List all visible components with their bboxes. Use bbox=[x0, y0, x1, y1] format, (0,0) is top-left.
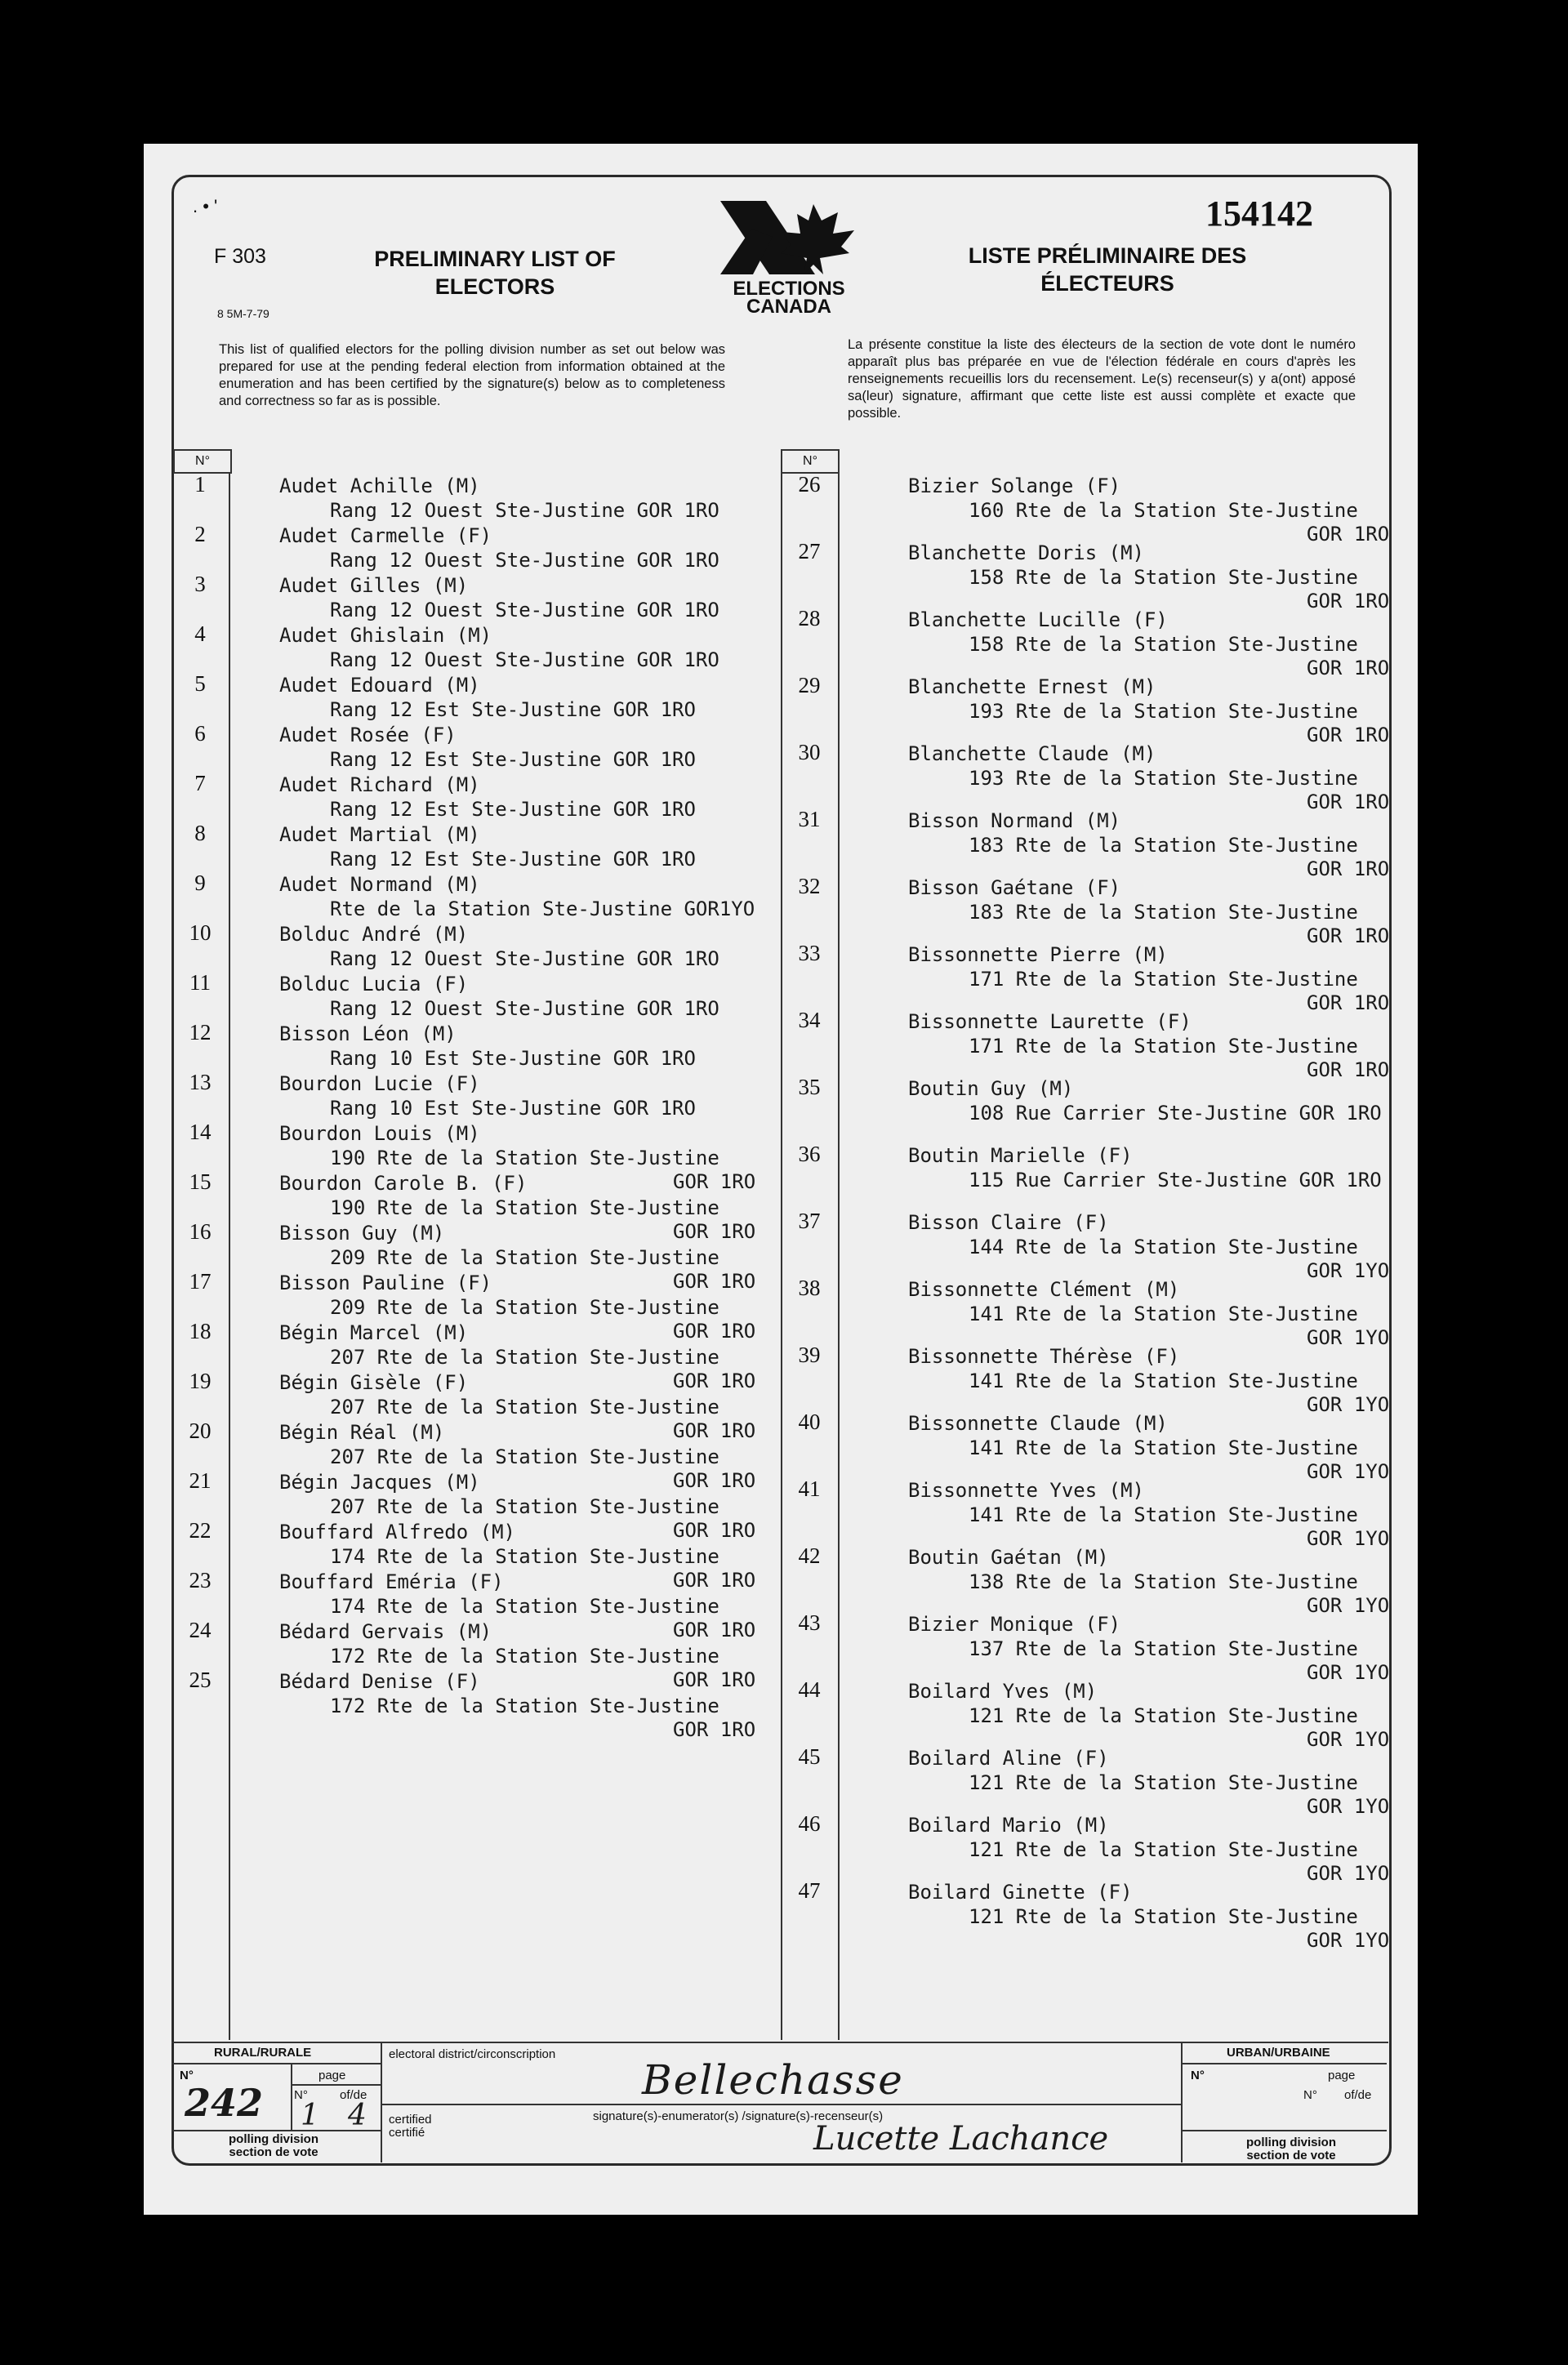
entry-number: 8 bbox=[194, 821, 206, 845]
entry-number: 45 bbox=[798, 1744, 821, 1769]
elector-address: 207 Rte de la Station Ste-Justine bbox=[330, 1396, 719, 1419]
elector-address: 174 Rte de la Station Ste-Justine bbox=[330, 1595, 719, 1618]
entry-number: 2 bbox=[194, 522, 206, 546]
elector-address: Rang 12 Est Ste-Justine GOR 1RO bbox=[330, 848, 696, 871]
elector-name: Bizier Solange (F) bbox=[908, 474, 1121, 497]
entry-number: 4 bbox=[194, 621, 206, 646]
entry-number: 17 bbox=[189, 1269, 212, 1294]
elector-name: Bégin Gisèle (F) bbox=[279, 1371, 469, 1394]
logo-text-elections: ELECTIONS bbox=[733, 278, 845, 300]
entry-number: 10 bbox=[189, 920, 212, 945]
elector-name: Bissonnette Clément (M) bbox=[908, 1278, 1180, 1301]
entry-number: 12 bbox=[189, 1020, 212, 1044]
entry-number: 15 bbox=[189, 1169, 212, 1194]
form-number: F 303 bbox=[214, 245, 266, 268]
elector-address: 193 Rte de la Station Ste-Justine bbox=[969, 767, 1358, 790]
footer-divider bbox=[382, 2104, 1181, 2105]
maple-leaf-x-icon bbox=[715, 196, 862, 278]
footer-divider bbox=[172, 2063, 381, 2064]
rural-of-label: of/de bbox=[340, 2088, 368, 2102]
elector-name: Bisson Léon (M) bbox=[279, 1022, 457, 1045]
elector-postal-code: GOR 1RO bbox=[673, 1320, 756, 1343]
print-code: 8 5M-7-79 bbox=[217, 307, 270, 320]
entry-number: 41 bbox=[798, 1476, 821, 1501]
elector-name: Bourdon Carole B. (F) bbox=[279, 1172, 528, 1195]
elector-postal-code: GOR 1RO bbox=[673, 1270, 756, 1293]
elector-address: 141 Rte de la Station Ste-Justine bbox=[969, 1503, 1358, 1526]
elector-address: 174 Rte de la Station Ste-Justine bbox=[330, 1545, 719, 1568]
title-english: PRELIMINARY LIST OF ELECTORS bbox=[374, 247, 616, 299]
elector-name: Audet Gilles (M) bbox=[279, 574, 469, 597]
elector-address: 171 Rte de la Station Ste-Justine bbox=[969, 968, 1358, 991]
elector-postal-code: GOR 1RO bbox=[673, 1419, 756, 1442]
elector-address: Rang 12 Ouest Ste-Justine GOR 1RO bbox=[330, 997, 719, 1020]
entry-number: 6 bbox=[194, 721, 206, 746]
entry-number: 14 bbox=[189, 1120, 212, 1144]
elector-postal-code: GOR 1YO bbox=[1307, 1929, 1390, 1952]
elector-address: 209 Rte de la Station Ste-Justine bbox=[330, 1296, 719, 1319]
elector-address: 183 Rte de la Station Ste-Justine bbox=[969, 901, 1358, 924]
elector-postal-code: GOR 1RO bbox=[1307, 657, 1390, 679]
elector-address: Rang 12 Ouest Ste-Justine GOR 1RO bbox=[330, 599, 719, 621]
elector-address: 108 Rue Carrier Ste-Justine GOR 1RO bbox=[969, 1102, 1382, 1125]
elector-name: Bégin Réal (M) bbox=[279, 1421, 445, 1444]
elector-name: Blanchette Doris (M) bbox=[908, 541, 1144, 564]
elector-address: Rang 12 Est Ste-Justine GOR 1RO bbox=[330, 698, 696, 721]
electoral-district-name: Bellechasse bbox=[642, 2056, 904, 2104]
elector-address: Rang 10 Est Ste-Justine GOR 1RO bbox=[330, 1047, 696, 1070]
elector-address: 121 Rte de la Station Ste-Justine bbox=[969, 1771, 1358, 1794]
elector-address: Rang 12 Ouest Ste-Justine GOR 1RO bbox=[330, 648, 719, 671]
entry-number: 39 bbox=[798, 1343, 821, 1367]
elector-name: Blanchette Claude (M) bbox=[908, 742, 1156, 765]
elector-name: Bisson Gaétane (F) bbox=[908, 876, 1121, 899]
elector-postal-code: GOR 1RO bbox=[673, 1519, 756, 1542]
entry-number: 42 bbox=[798, 1543, 821, 1568]
entry-number: 16 bbox=[189, 1219, 212, 1244]
elector-address: Rte de la Station Ste-Justine GOR1YO bbox=[330, 897, 755, 920]
column-divider bbox=[838, 474, 840, 2040]
entry-number: 25 bbox=[189, 1668, 212, 1692]
elector-name: Audet Richard (M) bbox=[279, 773, 480, 796]
elector-address: 207 Rte de la Station Ste-Justine bbox=[330, 1346, 719, 1369]
elector-address: 190 Rte de la Station Ste-Justine bbox=[330, 1196, 719, 1219]
elector-name: Bissonnette Thérèse (F) bbox=[908, 1345, 1180, 1368]
elector-name: Audet Achille (M) bbox=[279, 474, 480, 497]
elector-address: Rang 10 Est Ste-Justine GOR 1RO bbox=[330, 1097, 696, 1120]
elector-name: Boilard Mario (M) bbox=[908, 1814, 1109, 1837]
entry-number: 9 bbox=[194, 871, 206, 895]
elector-address: 171 Rte de la Station Ste-Justine bbox=[969, 1035, 1358, 1058]
elector-address: 144 Rte de la Station Ste-Justine bbox=[969, 1236, 1358, 1258]
elector-name: Audet Carmelle (F) bbox=[279, 524, 492, 547]
elector-postal-code: GOR 1RO bbox=[1307, 590, 1390, 612]
elector-address: 141 Rte de la Station Ste-Justine bbox=[969, 1436, 1358, 1459]
entry-number: 46 bbox=[798, 1811, 821, 1836]
elector-name: Bourdon Louis (M) bbox=[279, 1122, 480, 1145]
elector-name: Bégin Marcel (M) bbox=[279, 1321, 469, 1344]
elector-address: 190 Rte de la Station Ste-Justine bbox=[330, 1147, 719, 1169]
elector-address: 121 Rte de la Station Ste-Justine bbox=[969, 1905, 1358, 1928]
urban-no-page-label: N° bbox=[1303, 2088, 1317, 2102]
entry-number: 20 bbox=[189, 1419, 212, 1443]
entry-number: 21 bbox=[189, 1468, 212, 1493]
serial-number: 154142 bbox=[1205, 194, 1313, 234]
elector-postal-code: GOR 1RO bbox=[1307, 724, 1390, 746]
elector-address: 207 Rte de la Station Ste-Justine bbox=[330, 1495, 719, 1518]
elector-postal-code: GOR 1RO bbox=[1307, 857, 1390, 880]
elector-name: Audet Normand (M) bbox=[279, 873, 480, 896]
elector-name: Bouffard Eméria (F) bbox=[279, 1570, 504, 1593]
document-page bbox=[144, 144, 1418, 2215]
urban-of-label: of/de bbox=[1344, 2088, 1372, 2102]
entry-number: 3 bbox=[194, 572, 206, 596]
elector-address: 141 Rte de la Station Ste-Justine bbox=[969, 1303, 1358, 1325]
entry-number: 31 bbox=[798, 807, 821, 831]
entry-number: 19 bbox=[189, 1369, 212, 1393]
footer-divider bbox=[291, 2084, 381, 2086]
elector-postal-code: GOR 1YO bbox=[1307, 1594, 1390, 1617]
electoral-district-label: electoral district/circonscription bbox=[389, 2047, 556, 2061]
elector-postal-code: GOR 1YO bbox=[1307, 1527, 1390, 1550]
column-divider bbox=[229, 474, 230, 2040]
footer-divider bbox=[1181, 2043, 1183, 2162]
elector-address: 158 Rte de la Station Ste-Justine bbox=[969, 566, 1358, 589]
entry-number: 28 bbox=[798, 606, 821, 630]
elector-address: 172 Rte de la Station Ste-Justine bbox=[330, 1695, 719, 1717]
elector-name: Bisson Claire (F) bbox=[908, 1211, 1109, 1234]
elector-name: Bisson Guy (M) bbox=[279, 1222, 445, 1245]
entry-number: 5 bbox=[194, 671, 206, 696]
elector-name: Bizier Monique (F) bbox=[908, 1613, 1121, 1636]
elector-postal-code: GOR 1YO bbox=[1307, 1326, 1390, 1349]
elector-address: 121 Rte de la Station Ste-Justine bbox=[969, 1704, 1358, 1727]
column-header-no-left: N° bbox=[173, 449, 232, 474]
elector-name: Audet Martial (M) bbox=[279, 823, 480, 846]
elector-postal-code: GOR 1RO bbox=[673, 1619, 756, 1641]
elector-postal-code: GOR 1YO bbox=[1307, 1259, 1390, 1282]
elector-address: 115 Rue Carrier Ste-Justine GOR 1RO bbox=[969, 1169, 1382, 1191]
entry-number: 32 bbox=[798, 874, 821, 898]
elector-postal-code: GOR 1RO bbox=[673, 1170, 756, 1193]
elector-postal-code: GOR 1RO bbox=[1307, 924, 1390, 947]
elector-postal-code: GOR 1YO bbox=[1307, 1661, 1390, 1684]
rural-no-page-label: N° bbox=[294, 2088, 308, 2102]
elector-address: Rang 12 Est Ste-Justine GOR 1RO bbox=[330, 798, 696, 821]
entry-number: 23 bbox=[189, 1568, 212, 1592]
elector-postal-code: GOR 1YO bbox=[1307, 1393, 1390, 1416]
entry-number: 38 bbox=[798, 1276, 821, 1300]
elector-address: 158 Rte de la Station Ste-Justine bbox=[969, 633, 1358, 656]
urban-no-label: N° bbox=[1191, 2069, 1205, 2082]
entry-number: 24 bbox=[189, 1618, 212, 1642]
elector-postal-code: GOR 1YO bbox=[1307, 1728, 1390, 1751]
footer-divider bbox=[381, 2043, 382, 2162]
urban-polling-division-label: polling division section de vote bbox=[1246, 2136, 1336, 2162]
entry-number: 18 bbox=[189, 1319, 212, 1343]
entry-number: 34 bbox=[798, 1008, 821, 1032]
rural-polling-division-label: polling division section de vote bbox=[229, 2132, 318, 2159]
elector-address: Rang 12 Ouest Ste-Justine GOR 1RO bbox=[330, 947, 719, 970]
rural-label: RURAL/RURALE bbox=[214, 2046, 312, 2060]
footer-rule bbox=[172, 2042, 1388, 2043]
elector-postal-code: GOR 1RO bbox=[673, 1668, 756, 1691]
signature-label: signature(s)-enumerator(s) /signature(s)-recenseur(s) bbox=[593, 2109, 884, 2123]
elector-address: Rang 12 Ouest Ste-Justine GOR 1RO bbox=[330, 499, 719, 522]
elector-name: Bolduc André (M) bbox=[279, 923, 469, 946]
elections-canada-logo bbox=[715, 196, 862, 318]
elector-postal-code: GOR 1RO bbox=[1307, 791, 1390, 813]
elector-name: Audet Rosée (F) bbox=[279, 724, 457, 746]
entry-number: 33 bbox=[798, 941, 821, 965]
elector-name: Boilard Ginette (F) bbox=[908, 1881, 1133, 1904]
urban-label: URBAN/URBAINE bbox=[1227, 2046, 1330, 2060]
entry-number: 43 bbox=[798, 1610, 821, 1635]
elector-address: 138 Rte de la Station Ste-Justine bbox=[969, 1570, 1358, 1593]
elector-name: Blanchette Ernest (M) bbox=[908, 675, 1156, 698]
entry-number: 37 bbox=[798, 1209, 821, 1233]
entry-number: 35 bbox=[798, 1075, 821, 1099]
title-french: LISTE PRÉLIMINAIRE DES ÉLECTEURS bbox=[968, 243, 1247, 296]
page-total: 4 bbox=[348, 2099, 367, 2132]
elector-name: Boutin Marielle (F) bbox=[908, 1144, 1133, 1167]
elector-postal-code: GOR 1RO bbox=[673, 1718, 756, 1741]
entry-number: 40 bbox=[798, 1410, 821, 1434]
entry-number: 26 bbox=[798, 472, 821, 497]
stray-mark: . • ' bbox=[193, 196, 218, 216]
note-english: This list of qualified electors for the polling division number as set out below was prepared for use at the pending federal election from information obtained at the enumeration and has been certified by the signature(s) below as to completeness and correctness so far as is possible. bbox=[219, 342, 725, 408]
elector-postal-code: GOR 1RO bbox=[1307, 991, 1390, 1014]
elector-address: 137 Rte de la Station Ste-Justine bbox=[969, 1637, 1358, 1660]
elector-name: Boutin Guy (M) bbox=[908, 1077, 1074, 1100]
entry-number: 29 bbox=[798, 673, 821, 697]
footer-divider bbox=[291, 2064, 292, 2130]
elector-name: Bédard Denise (F) bbox=[279, 1670, 480, 1693]
entry-number: 7 bbox=[194, 771, 206, 795]
elector-name: Bissonnette Claude (M) bbox=[908, 1412, 1168, 1435]
elector-address: 160 Rte de la Station Ste-Justine bbox=[969, 499, 1358, 522]
entry-number: 22 bbox=[189, 1518, 212, 1543]
elector-name: Bisson Pauline (F) bbox=[279, 1272, 492, 1294]
enumerator-signature: Lucette Lachance bbox=[813, 2120, 1109, 2158]
elector-address: 207 Rte de la Station Ste-Justine bbox=[330, 1445, 719, 1468]
elector-name: Bouffard Alfredo (M) bbox=[279, 1521, 515, 1543]
entry-number: 27 bbox=[798, 539, 821, 563]
elector-name: Audet Edouard (M) bbox=[279, 674, 480, 697]
certified-label: certified certifié bbox=[389, 2113, 432, 2140]
entry-number: 44 bbox=[798, 1677, 821, 1702]
elector-postal-code: GOR 1RO bbox=[673, 1370, 756, 1392]
elector-name: Bourdon Lucie (F) bbox=[279, 1072, 480, 1095]
elector-name: Bédard Gervais (M) bbox=[279, 1620, 492, 1643]
elector-name: Boutin Gaétan (M) bbox=[908, 1546, 1109, 1569]
entry-number: 1 bbox=[194, 472, 206, 497]
elector-name: Bisson Normand (M) bbox=[908, 809, 1121, 832]
column-divider bbox=[781, 474, 782, 2040]
elector-name: Boilard Aline (F) bbox=[908, 1747, 1109, 1770]
elector-name: Audet Ghislain (M) bbox=[279, 624, 492, 647]
elector-postal-code: GOR 1RO bbox=[1307, 1058, 1390, 1081]
elector-postal-code: GOR 1RO bbox=[1307, 523, 1390, 546]
elector-postal-code: GOR 1YO bbox=[1307, 1862, 1390, 1885]
column-header-no-right: N° bbox=[781, 449, 840, 474]
elector-address: Rang 12 Ouest Ste-Justine GOR 1RO bbox=[330, 549, 719, 572]
entry-number: 13 bbox=[189, 1070, 212, 1094]
elector-postal-code: GOR 1YO bbox=[1307, 1795, 1390, 1818]
elector-name: Bissonnette Laurette (F) bbox=[908, 1010, 1192, 1033]
entry-number: 11 bbox=[189, 970, 211, 995]
elector-name: Blanchette Lucille (F) bbox=[908, 608, 1168, 631]
entry-number: 36 bbox=[798, 1142, 821, 1166]
polling-division-number: 242 bbox=[185, 2081, 264, 2125]
elector-name: Boilard Yves (M) bbox=[908, 1680, 1098, 1703]
elector-name: Bissonnette Yves (M) bbox=[908, 1479, 1144, 1502]
note-french: La présente constitue la liste des électeurs de la section de vote dont le numéro apparaît plus bas préparée en vue de l'élection fédérale en cours d'après les renseignements recueillis lors du recensement. Le(s) recenseur(s) y a(ont) apposé sa(leur) signature, affirmant que cette liste est aussi complète et exacte que possible. bbox=[848, 337, 1356, 421]
entry-number: 47 bbox=[798, 1878, 821, 1903]
elector-address: 183 Rte de la Station Ste-Justine bbox=[969, 834, 1358, 857]
elector-name: Bissonnette Pierre (M) bbox=[908, 943, 1168, 966]
elector-postal-code: GOR 1RO bbox=[673, 1469, 756, 1492]
footer-divider bbox=[1183, 2130, 1387, 2131]
elector-address: 121 Rte de la Station Ste-Justine bbox=[969, 1838, 1358, 1861]
urban-page-label: page bbox=[1328, 2069, 1356, 2082]
rural-page-label: page bbox=[318, 2069, 346, 2082]
elector-address: 172 Rte de la Station Ste-Justine bbox=[330, 1645, 719, 1668]
elector-postal-code: GOR 1RO bbox=[673, 1569, 756, 1592]
entry-number: 30 bbox=[798, 740, 821, 764]
elector-address: 193 Rte de la Station Ste-Justine bbox=[969, 700, 1358, 723]
elector-address: Rang 12 Est Ste-Justine GOR 1RO bbox=[330, 748, 696, 771]
rural-no-label: N° bbox=[180, 2069, 194, 2082]
elector-address: 209 Rte de la Station Ste-Justine bbox=[330, 1246, 719, 1269]
elector-postal-code: GOR 1YO bbox=[1307, 1460, 1390, 1483]
logo-text-canada: CANADA bbox=[746, 296, 831, 318]
page-number: 1 bbox=[301, 2099, 319, 2132]
elector-address: 141 Rte de la Station Ste-Justine bbox=[969, 1370, 1358, 1392]
elector-name: Bégin Jacques (M) bbox=[279, 1471, 480, 1494]
elector-postal-code: GOR 1RO bbox=[673, 1220, 756, 1243]
elector-name: Bolduc Lucia (F) bbox=[279, 973, 469, 995]
footer-divider bbox=[1183, 2063, 1387, 2064]
